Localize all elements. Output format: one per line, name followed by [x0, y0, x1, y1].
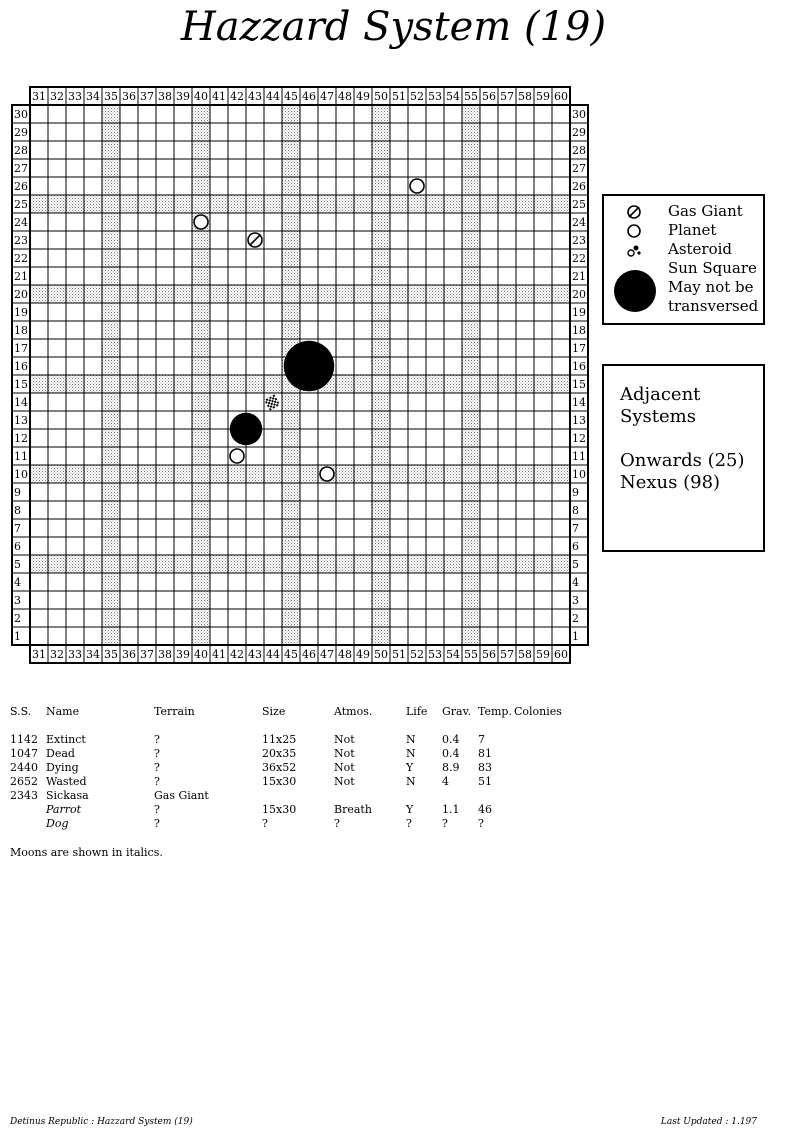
cell-life: N [406, 747, 416, 760]
column-label: 48 [338, 90, 352, 103]
cell-terrain: ? [154, 817, 160, 830]
cell-life: Y [406, 803, 414, 816]
planet-icon [626, 223, 642, 239]
cell-name: Wasted [46, 775, 87, 788]
header-grav: Grav. [442, 705, 472, 718]
adjacent-system-link[interactable]: Onwards (25) [620, 450, 745, 471]
column-label: 44 [266, 90, 280, 103]
cell-atmos: Not [334, 733, 355, 746]
cell-temp: 46 [478, 803, 492, 816]
column-label: 46 [302, 90, 316, 103]
row-label: 6 [14, 540, 21, 553]
row-label: 18 [14, 324, 28, 337]
row-label: 20 [14, 288, 28, 301]
column-label: 32 [50, 648, 64, 661]
row-label: 8 [14, 504, 21, 517]
column-label: 40 [194, 90, 208, 103]
cell-ss: 2440 [10, 761, 38, 774]
row-label: 16 [572, 360, 586, 373]
cell-ss: 2343 [10, 789, 38, 802]
column-label: 56 [482, 648, 496, 661]
gas-giant-icon [626, 204, 642, 220]
row-label: 3 [14, 594, 21, 607]
cell-grav: ? [442, 817, 448, 830]
cell-temp: 83 [478, 761, 492, 774]
cell-size: 15x30 [262, 803, 297, 816]
row-label: 11 [572, 450, 586, 463]
adjacent-system-link[interactable]: Nexus (98) [620, 472, 721, 493]
column-label: 35 [104, 648, 118, 661]
cell-name: Dead [46, 747, 75, 760]
row-label: 21 [572, 270, 586, 283]
column-label: 39 [176, 90, 190, 103]
row-label: 30 [14, 108, 28, 121]
cell-ss: 1047 [10, 747, 38, 760]
column-label: 57 [500, 648, 514, 661]
column-label: 31 [32, 648, 46, 661]
row-label: 24 [572, 216, 586, 229]
row-label: 17 [572, 342, 586, 355]
column-label: 36 [122, 90, 136, 103]
column-label: 51 [392, 648, 406, 661]
header-temp: Temp. [478, 705, 512, 718]
row-label: 26 [14, 180, 28, 193]
header-name: Name [46, 705, 80, 718]
header-terrain: Terrain [154, 705, 195, 718]
row-label: 25 [572, 198, 586, 211]
row-label: 12 [572, 432, 586, 445]
row-label: 25 [14, 198, 28, 211]
row-label: 20 [572, 288, 586, 301]
column-label: 36 [122, 648, 136, 661]
row-label: 26 [572, 180, 586, 193]
sun-square-icon [612, 268, 658, 314]
cell-life: N [406, 733, 416, 746]
row-label: 5 [572, 558, 579, 571]
row-label: 7 [14, 522, 21, 535]
row-label: 29 [572, 126, 586, 139]
legend-asteroid-label: Asteroid [668, 240, 733, 258]
cell-temp: 81 [478, 747, 492, 760]
column-label: 58 [518, 90, 532, 103]
adjacent-heading: Adjacent [620, 384, 701, 405]
asteroid-icon [264, 394, 280, 410]
column-label: 45 [284, 90, 298, 103]
column-label: 54 [446, 90, 460, 103]
cell-terrain: ? [154, 733, 160, 746]
column-label: 53 [428, 90, 442, 103]
cell-ss: 2652 [10, 775, 38, 788]
cell-grav: 0.4 [442, 747, 460, 760]
adjacent-heading-2: Systems [620, 406, 696, 427]
column-label: 38 [158, 90, 172, 103]
planet-icon [410, 179, 424, 193]
column-label: 54 [446, 648, 460, 661]
column-label: 52 [410, 648, 424, 661]
row-label: 1 [14, 630, 21, 643]
column-label: 46 [302, 648, 316, 661]
header-ss: S.S. [10, 705, 32, 718]
cell-temp: ? [478, 817, 484, 830]
row-label: 18 [572, 324, 586, 337]
column-label: 49 [356, 90, 370, 103]
adjacent-systems-panel [602, 364, 765, 552]
row-label: 9 [14, 486, 21, 499]
cell-name: Extinct [46, 733, 86, 746]
cell-terrain: Gas Giant [154, 789, 209, 802]
column-label: 59 [536, 90, 550, 103]
moons-note: Moons are shown in italics. [10, 846, 163, 859]
cell-grav: 0.4 [442, 733, 460, 746]
column-label: 34 [86, 90, 100, 103]
cell-life: ? [406, 817, 412, 830]
cell-size: ? [262, 817, 268, 830]
cell-temp: 51 [478, 775, 492, 788]
header-atmos: Atmos. [334, 705, 373, 718]
column-label: 57 [500, 90, 514, 103]
column-label: 50 [374, 648, 388, 661]
column-label: 33 [68, 648, 82, 661]
cell-terrain: ? [154, 761, 160, 774]
column-label: 55 [464, 90, 478, 103]
column-label: 31 [32, 90, 46, 103]
cell-name: Sickasa [46, 789, 89, 802]
row-label: 15 [572, 378, 586, 391]
row-label: 23 [572, 234, 586, 247]
row-label: 14 [14, 396, 28, 409]
column-label: 47 [320, 648, 334, 661]
footer-source: Detinus Republic : Hazzard System (19) [10, 1117, 193, 1127]
legend-not-traversed-label-2: transversed [668, 297, 759, 315]
cell-atmos: Not [334, 761, 355, 774]
cell-name: Dog [46, 817, 69, 830]
column-label: 33 [68, 90, 82, 103]
column-label: 41 [212, 90, 226, 103]
cell-terrain: ? [154, 775, 160, 788]
column-label: 37 [140, 648, 154, 661]
cell-size: 36x52 [262, 761, 297, 774]
column-label: 47 [320, 90, 334, 103]
cell-terrain: ? [154, 803, 160, 816]
column-label: 43 [248, 648, 262, 661]
column-label: 49 [356, 648, 370, 661]
column-label: 39 [176, 648, 190, 661]
row-label: 8 [572, 504, 579, 517]
header-life: Life [406, 705, 428, 718]
column-label: 58 [518, 648, 532, 661]
footer-updated: Last Updated : 1.197 [660, 1117, 757, 1127]
cell-atmos: Breath [334, 803, 372, 816]
column-label: 40 [194, 648, 208, 661]
row-label: 19 [14, 306, 28, 319]
row-label: 13 [14, 414, 28, 427]
column-label: 38 [158, 648, 172, 661]
row-label: 1 [572, 630, 579, 643]
row-label: 28 [14, 144, 28, 157]
column-label: 53 [428, 648, 442, 661]
cell-life: N [406, 775, 416, 788]
column-label: 48 [338, 648, 352, 661]
column-label: 51 [392, 90, 406, 103]
row-label: 12 [14, 432, 28, 445]
column-label: 32 [50, 90, 64, 103]
column-label: 42 [230, 648, 244, 661]
row-label: 4 [572, 576, 579, 589]
planet-icon [194, 215, 208, 229]
column-label: 55 [464, 648, 478, 661]
row-label: 30 [572, 108, 586, 121]
planet-icon [320, 467, 334, 481]
column-label: 34 [86, 648, 100, 661]
row-label: 6 [572, 540, 579, 553]
column-label: 59 [536, 648, 550, 661]
row-label: 11 [14, 450, 28, 463]
column-label: 44 [266, 648, 280, 661]
planet-icon [230, 449, 244, 463]
row-label: 4 [14, 576, 21, 589]
row-label: 22 [572, 252, 586, 265]
cell-size: 11x25 [262, 733, 297, 746]
column-label: 42 [230, 90, 244, 103]
column-label: 50 [374, 90, 388, 103]
cell-life: Y [406, 761, 414, 774]
row-label: 24 [14, 216, 28, 229]
sun-square [284, 341, 334, 391]
row-label: 16 [14, 360, 28, 373]
header-size: Size [262, 705, 286, 718]
cell-atmos: Not [334, 775, 355, 788]
cell-terrain: ? [154, 747, 160, 760]
column-label: 60 [554, 648, 568, 661]
sun-square [230, 413, 262, 445]
row-label: 2 [572, 612, 579, 625]
column-label: 56 [482, 90, 496, 103]
column-label: 52 [410, 90, 424, 103]
cell-name: Dying [46, 761, 79, 774]
row-label: 13 [572, 414, 586, 427]
row-label: 9 [572, 486, 579, 499]
row-label: 28 [572, 144, 586, 157]
row-label: 21 [14, 270, 28, 283]
row-label: 3 [572, 594, 579, 607]
column-label: 37 [140, 90, 154, 103]
row-label: 14 [572, 396, 586, 409]
header-colonies: Colonies [514, 705, 562, 718]
cell-temp: 7 [478, 733, 485, 746]
cell-grav: 4 [442, 775, 449, 788]
map-legend [602, 194, 765, 325]
column-label: 60 [554, 90, 568, 103]
row-label: 10 [572, 468, 586, 481]
row-label: 5 [14, 558, 21, 571]
cell-grav: 8.9 [442, 761, 460, 774]
column-label: 43 [248, 90, 262, 103]
cell-size: 15x30 [262, 775, 297, 788]
cell-name: Parrot [46, 803, 82, 816]
row-label: 15 [14, 378, 28, 391]
column-label: 41 [212, 648, 226, 661]
cell-ss: 1142 [10, 733, 38, 746]
row-label: 10 [14, 468, 28, 481]
row-label: 29 [14, 126, 28, 139]
row-label: 27 [572, 162, 586, 175]
row-label: 27 [14, 162, 28, 175]
row-label: 22 [14, 252, 28, 265]
legend-gas-giant-label: Gas Giant [668, 202, 743, 220]
row-label: 23 [14, 234, 28, 247]
cell-size: 20x35 [262, 747, 297, 760]
legend-not-traversed-label: May not be [668, 278, 754, 296]
column-label: 45 [284, 648, 298, 661]
page-title: Hazzard System (19) [180, 4, 607, 50]
legend-sun-square-label: Sun Square [668, 259, 757, 277]
column-label: 35 [104, 90, 118, 103]
row-label: 7 [572, 522, 579, 535]
row-label: 2 [14, 612, 21, 625]
legend-planet-label: Planet [668, 221, 717, 239]
row-label: 17 [14, 342, 28, 355]
cell-grav: 1.1 [442, 803, 460, 816]
asteroid-icon [626, 242, 642, 258]
row-label: 19 [572, 306, 586, 319]
cell-atmos: Not [334, 747, 355, 760]
cell-atmos: ? [334, 817, 340, 830]
